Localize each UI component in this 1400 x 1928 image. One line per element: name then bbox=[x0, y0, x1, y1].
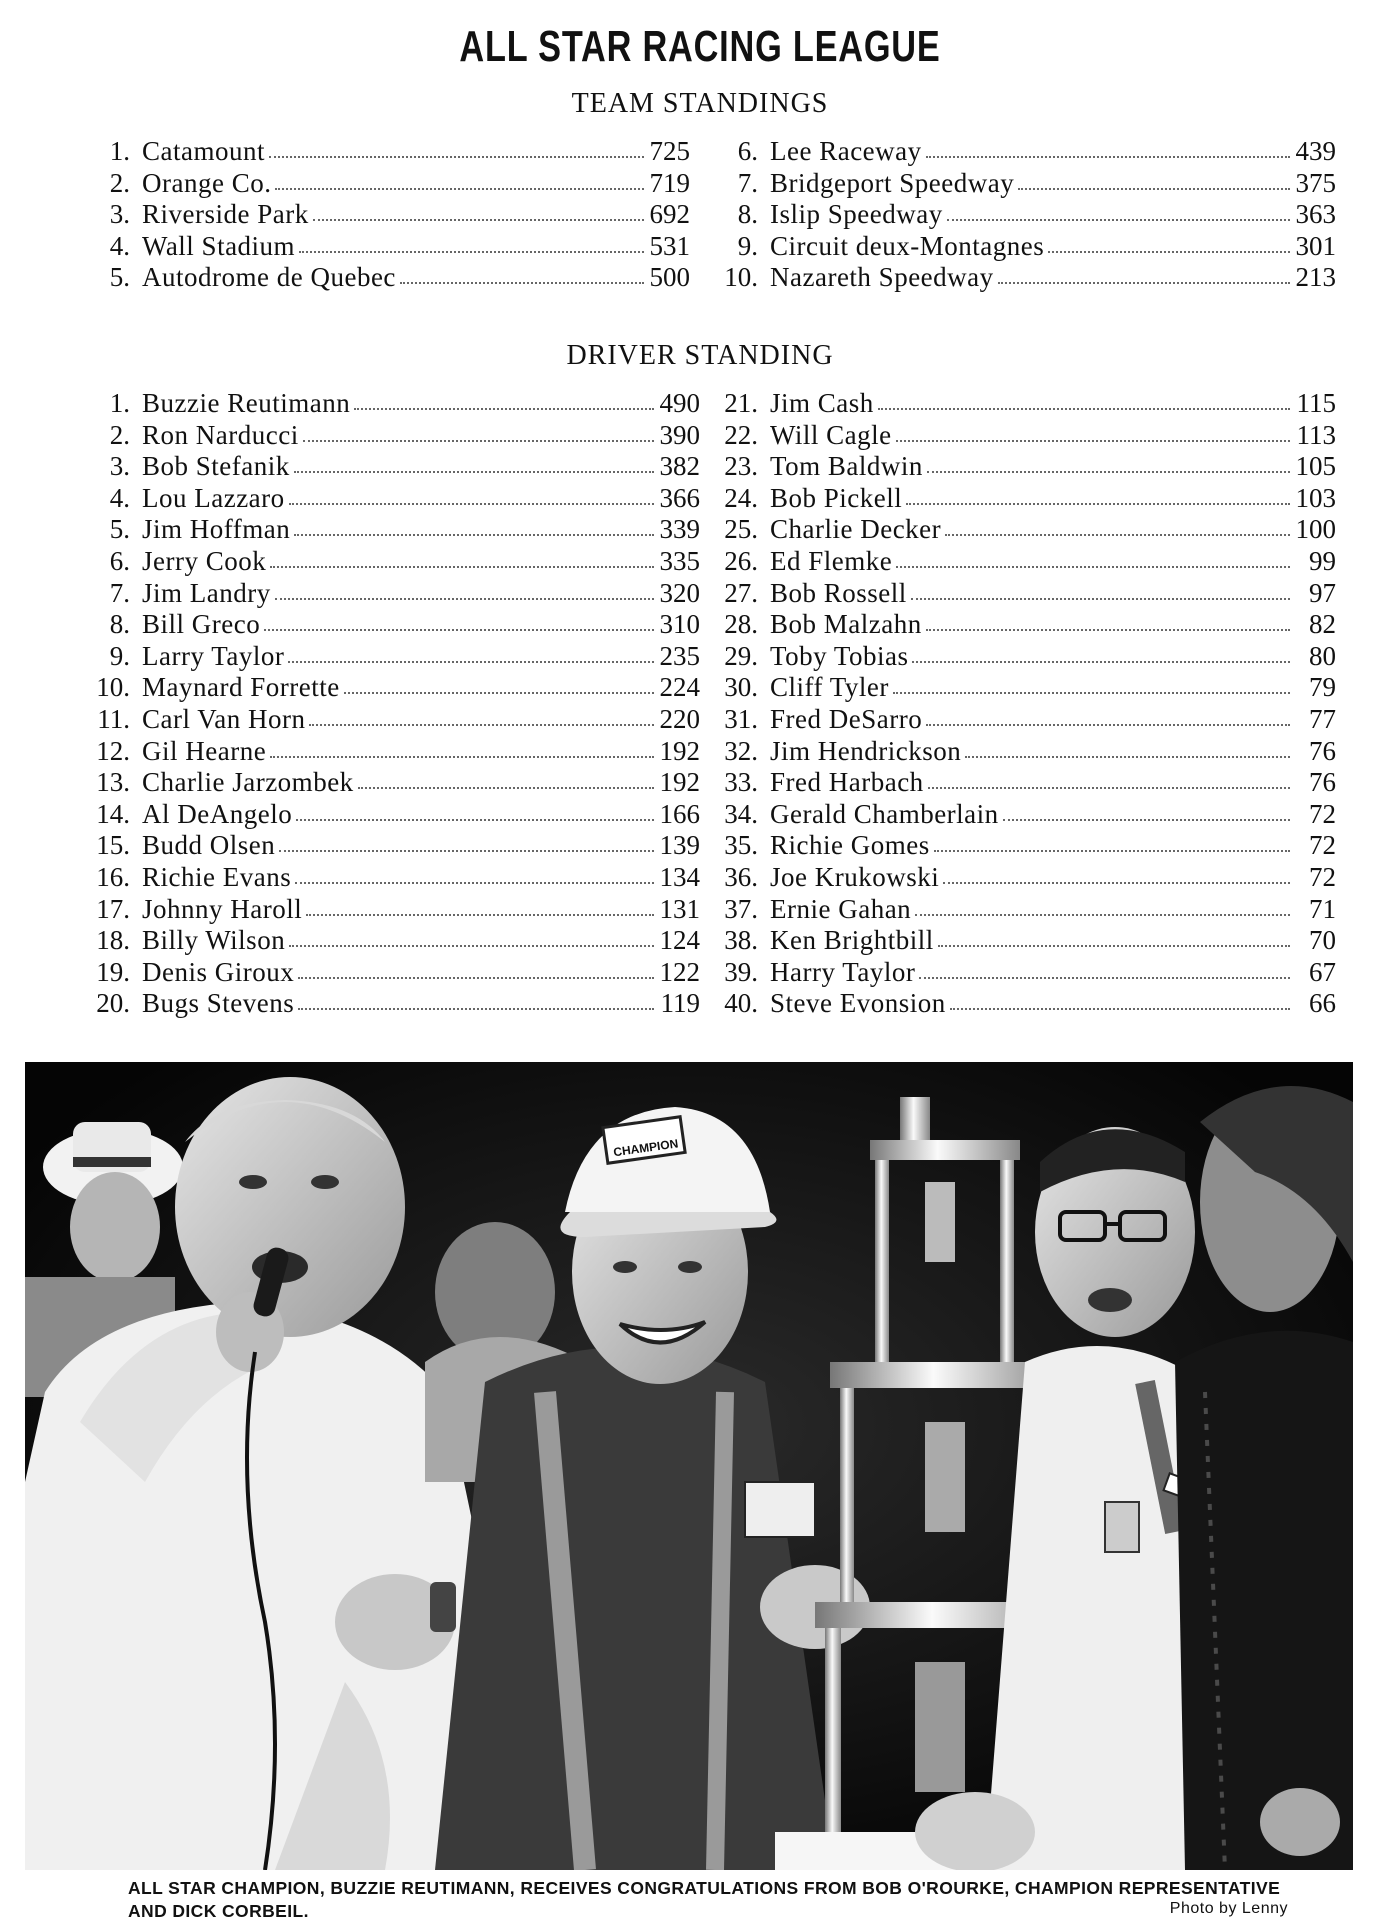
driver-standing-points: 335 bbox=[659, 545, 700, 576]
team-standing-points: 363 bbox=[1295, 199, 1336, 230]
driver-standing-row bbox=[718, 925, 1336, 957]
dot-leader bbox=[938, 939, 1290, 947]
driver-standing-name: Fred Harbach bbox=[770, 767, 924, 798]
driver-standing-points: 339 bbox=[659, 514, 700, 545]
dot-leader bbox=[893, 686, 1290, 694]
dot-leader bbox=[1003, 813, 1290, 821]
driver-standing-name: Charlie Jarzombek bbox=[142, 767, 354, 798]
driver-standing-name: Jim Hendrickson bbox=[770, 735, 962, 766]
driver-standing-points: 67 bbox=[1309, 956, 1336, 987]
driver-standing-rank: 26. bbox=[724, 545, 758, 576]
team-standing-name: Bridgeport Speedway bbox=[770, 167, 1015, 198]
team-standing-row bbox=[90, 168, 690, 200]
team-standing-points: 692 bbox=[649, 199, 690, 230]
driver-standing-rank: 11. bbox=[97, 703, 130, 734]
driver-standing-rank: 20. bbox=[96, 988, 130, 1019]
team-standing-points: 500 bbox=[649, 262, 690, 293]
driver-standing-row bbox=[718, 420, 1336, 452]
driver-standing-rank: 25. bbox=[724, 514, 758, 545]
driver-standing-points: 105 bbox=[1295, 451, 1336, 482]
driver-standing-rank: 24. bbox=[724, 482, 758, 513]
driver-standing-row bbox=[90, 420, 700, 452]
driver-standing-row bbox=[718, 672, 1336, 704]
driver-standing-points: 192 bbox=[659, 735, 700, 766]
driver-standing-row bbox=[718, 451, 1336, 483]
team-standing-points: 531 bbox=[649, 230, 690, 261]
dot-leader bbox=[270, 750, 654, 758]
driver-standing-points: 66 bbox=[1309, 988, 1336, 1019]
team-standing-row bbox=[718, 262, 1336, 294]
driver-standing-points: 166 bbox=[659, 798, 700, 829]
driver-standing-row bbox=[90, 830, 700, 862]
driver-standing-rank: 13. bbox=[96, 767, 130, 798]
dot-leader bbox=[998, 276, 1290, 284]
driver-standing-left-column bbox=[90, 388, 700, 1020]
driver-standing-rank: 6. bbox=[109, 545, 130, 576]
driver-standing-row bbox=[718, 578, 1336, 610]
driver-standing-points: 82 bbox=[1309, 609, 1336, 640]
team-standing-name: Riverside Park bbox=[142, 199, 309, 230]
dot-leader bbox=[878, 402, 1290, 410]
driver-standing-name: Will Cagle bbox=[770, 419, 892, 450]
driver-standing-name: Al DeAngelo bbox=[142, 798, 293, 829]
driver-standing-name: Toby Tobias bbox=[770, 640, 909, 671]
dot-leader bbox=[289, 497, 654, 505]
driver-standing-rank: 32. bbox=[724, 735, 758, 766]
driver-standing-points: 97 bbox=[1309, 577, 1336, 608]
driver-standing-name: Budd Olsen bbox=[142, 830, 276, 861]
driver-standing-row bbox=[718, 988, 1336, 1020]
driver-standing-rank: 23. bbox=[724, 451, 758, 482]
driver-standing-rank: 7. bbox=[109, 577, 130, 608]
driver-standing-points: 115 bbox=[1296, 388, 1336, 418]
driver-standing-name: Ken Brightbill bbox=[770, 925, 934, 956]
driver-standing-row bbox=[90, 799, 700, 831]
driver-standing-row bbox=[90, 704, 700, 736]
driver-standing-name: Billy Wilson bbox=[142, 925, 286, 956]
team-standing-row bbox=[90, 231, 690, 263]
driver-standing-row bbox=[718, 862, 1336, 894]
driver-standing-points: 79 bbox=[1309, 672, 1336, 703]
driver-standing-row bbox=[90, 894, 700, 926]
dot-leader bbox=[295, 876, 654, 884]
team-standing-name: Autodrome de Quebec bbox=[142, 262, 396, 293]
team-standing-row bbox=[90, 199, 690, 231]
driver-standing-rank: 31. bbox=[724, 703, 758, 734]
driver-standing-rank: 33. bbox=[724, 767, 758, 798]
team-standing-points: 301 bbox=[1295, 230, 1336, 261]
driver-standing-points: 76 bbox=[1309, 767, 1336, 798]
driver-standing-points: 220 bbox=[659, 703, 700, 734]
dot-leader bbox=[264, 623, 654, 631]
driver-standing-points: 124 bbox=[659, 925, 700, 956]
dot-leader bbox=[279, 844, 654, 852]
championship-photo bbox=[25, 1062, 1353, 1870]
driver-standing-name: Tom Baldwin bbox=[770, 451, 923, 482]
driver-standing-name: Carl Van Horn bbox=[142, 703, 306, 734]
dot-leader bbox=[928, 781, 1290, 789]
dot-leader bbox=[306, 908, 654, 916]
dot-leader bbox=[298, 1002, 654, 1010]
driver-standing-name: Bob Stefanik bbox=[142, 451, 290, 482]
driver-standing-rank: 4. bbox=[109, 482, 130, 513]
driver-standing-points: 103 bbox=[1295, 482, 1336, 513]
team-standing-points: 725 bbox=[649, 136, 690, 166]
team-standing-rank: 10. bbox=[724, 262, 758, 293]
team-standing-row bbox=[718, 231, 1336, 263]
cap-badge-text: CHAMPION bbox=[612, 1136, 680, 1160]
driver-standing-points: 382 bbox=[659, 451, 700, 482]
team-standing-points: 213 bbox=[1295, 262, 1336, 293]
team-standings-left-column bbox=[90, 136, 690, 294]
dot-leader bbox=[299, 245, 644, 253]
driver-standing-points: 235 bbox=[659, 640, 700, 671]
driver-standing-row bbox=[718, 830, 1336, 862]
driver-standing-rank: 14. bbox=[96, 798, 130, 829]
photo-credit: Photo by Lenny bbox=[1169, 1900, 1288, 1917]
driver-standing-name: Gerald Chamberlain bbox=[770, 798, 999, 829]
driver-standing-row bbox=[90, 862, 700, 894]
driver-standing-name: Gil Hearne bbox=[142, 735, 267, 766]
driver-standing-rank: 21. bbox=[724, 388, 758, 418]
driver-standing-row bbox=[90, 767, 700, 799]
driver-standing-row bbox=[90, 641, 700, 673]
dot-leader bbox=[927, 465, 1290, 473]
driver-standing-row bbox=[90, 925, 700, 957]
driver-standing-rank: 22. bbox=[724, 419, 758, 450]
driver-standing-rank: 34. bbox=[724, 798, 758, 829]
driver-standing-rank: 3. bbox=[109, 451, 130, 482]
driver-standing-points: 490 bbox=[659, 388, 700, 418]
driver-standing-row bbox=[718, 609, 1336, 641]
driver-standing-row bbox=[718, 736, 1336, 768]
driver-standing-name: Jerry Cook bbox=[142, 545, 267, 576]
driver-standing-name: Denis Giroux bbox=[142, 956, 295, 987]
driver-standing-rank: 38. bbox=[724, 925, 758, 956]
team-standing-name: Lee Raceway bbox=[770, 136, 922, 166]
photo-caption: ALL STAR CHAMPION, BUZZIE REUTIMANN, RECEIVES CONGRATULATIONS FROM BOB O'ROURKE, CHAMPION REPRESENTATIVE AND DICK CORBEIL. bbox=[128, 1878, 1281, 1921]
driver-standing-rank: 28. bbox=[724, 609, 758, 640]
driver-standing-row bbox=[718, 894, 1336, 926]
driver-standing-row bbox=[90, 388, 700, 420]
team-standing-points: 375 bbox=[1295, 167, 1336, 198]
driver-standing-name: Joe Krukowski bbox=[770, 861, 940, 892]
driver-standing-points: 390 bbox=[659, 419, 700, 450]
team-standing-rank: 2. bbox=[109, 167, 130, 198]
driver-standing-name: Ed Flemke bbox=[770, 545, 893, 576]
team-standing-rank: 7. bbox=[737, 167, 758, 198]
team-standing-row bbox=[90, 262, 690, 294]
dot-leader bbox=[269, 150, 644, 158]
driver-standing-rank: 5. bbox=[109, 514, 130, 545]
team-standing-rank: 6. bbox=[737, 136, 758, 166]
team-standing-rank: 1. bbox=[109, 136, 130, 166]
driver-standing-name: Bob Malzahn bbox=[770, 609, 922, 640]
driver-standing-row bbox=[90, 451, 700, 483]
driver-standing-row bbox=[90, 578, 700, 610]
driver-standing-rank: 29. bbox=[724, 640, 758, 671]
dot-leader bbox=[926, 718, 1290, 726]
driver-standing-points: 139 bbox=[659, 830, 700, 861]
driver-standing-row bbox=[718, 546, 1336, 578]
dot-leader bbox=[344, 686, 654, 694]
driver-standing-points: 366 bbox=[659, 482, 700, 513]
driver-standing-points: 113 bbox=[1296, 419, 1336, 450]
driver-standing-row bbox=[90, 483, 700, 515]
driver-standing-row bbox=[718, 767, 1336, 799]
driver-standing-name: Bob Rossell bbox=[770, 577, 907, 608]
driver-standing-points: 119 bbox=[660, 988, 700, 1019]
driver-standing-rank: 2. bbox=[109, 419, 130, 450]
team-standing-rank: 9. bbox=[737, 230, 758, 261]
dot-leader bbox=[1048, 245, 1290, 253]
driver-standing-points: 99 bbox=[1309, 545, 1336, 576]
dot-leader bbox=[1018, 182, 1290, 190]
team-standing-row bbox=[718, 199, 1336, 231]
driver-standing-points: 192 bbox=[659, 767, 700, 798]
dot-leader bbox=[309, 718, 654, 726]
driver-standing-right-column bbox=[718, 388, 1336, 1020]
driver-standing-rank: 27. bbox=[724, 577, 758, 608]
dot-leader bbox=[945, 528, 1290, 536]
driver-standing-name: Maynard Forrette bbox=[142, 672, 340, 703]
dot-leader bbox=[926, 150, 1290, 158]
driver-standing-name: Bob Pickell bbox=[770, 482, 903, 513]
team-standing-row bbox=[718, 136, 1336, 168]
team-standing-name: Catamount bbox=[142, 136, 265, 166]
driver-standing-points: 134 bbox=[659, 861, 700, 892]
team-standing-rank: 4. bbox=[109, 230, 130, 261]
driver-standing-row bbox=[718, 483, 1336, 515]
driver-standing-row bbox=[718, 799, 1336, 831]
driver-standing-rank: 19. bbox=[96, 956, 130, 987]
driver-standing-points: 100 bbox=[1295, 514, 1336, 545]
dot-leader bbox=[313, 213, 644, 221]
driver-standing-rank: 16. bbox=[96, 861, 130, 892]
driver-standing-row bbox=[90, 736, 700, 768]
driver-standing-points: 224 bbox=[659, 672, 700, 703]
dot-leader bbox=[289, 939, 654, 947]
driver-standing-name: Buzzie Reutimann bbox=[142, 388, 351, 418]
driver-standing-points: 72 bbox=[1309, 798, 1336, 829]
driver-standing-row bbox=[718, 704, 1336, 736]
driver-standing-name: Richie Gomes bbox=[770, 830, 930, 861]
dot-leader bbox=[275, 182, 644, 190]
dot-leader bbox=[358, 781, 654, 789]
dot-leader bbox=[950, 1002, 1290, 1010]
driver-standing-row bbox=[90, 514, 700, 546]
driver-standing-rank: 40. bbox=[724, 988, 758, 1019]
driver-standing-name: Harry Taylor bbox=[770, 956, 916, 987]
team-standing-row bbox=[718, 168, 1336, 200]
team-standings-heading: TEAM STANDINGS bbox=[571, 88, 829, 119]
team-standing-row bbox=[90, 136, 690, 168]
driver-standing-row bbox=[718, 388, 1336, 420]
driver-standing-name: Bill Greco bbox=[142, 609, 261, 640]
team-standing-rank: 3. bbox=[109, 199, 130, 230]
driver-standing-rank: 39. bbox=[724, 956, 758, 987]
dot-leader bbox=[275, 592, 654, 600]
driver-standing-points: 72 bbox=[1309, 861, 1336, 892]
dot-leader bbox=[919, 971, 1290, 979]
driver-standing-row bbox=[718, 641, 1336, 673]
dot-leader bbox=[947, 213, 1290, 221]
driver-standing-rank: 37. bbox=[724, 893, 758, 924]
dot-leader bbox=[303, 434, 654, 442]
driver-standing-points: 131 bbox=[659, 893, 700, 924]
driver-standing-rank: 10. bbox=[96, 672, 130, 703]
team-standings-right-column bbox=[718, 136, 1336, 294]
dot-leader bbox=[896, 560, 1290, 568]
page-title: ALL STAR RACING LEAGUE bbox=[459, 22, 941, 71]
driver-standing-rank: 12. bbox=[96, 735, 130, 766]
driver-standing-name: Jim Hoffman bbox=[142, 514, 291, 545]
team-standing-points: 439 bbox=[1295, 136, 1336, 166]
driver-standing-points: 122 bbox=[659, 956, 700, 987]
dot-leader bbox=[915, 908, 1290, 916]
driver-standing-points: 71 bbox=[1309, 893, 1336, 924]
driver-standing-rank: 15. bbox=[96, 830, 130, 861]
dot-leader bbox=[354, 402, 654, 410]
driver-standing-points: 80 bbox=[1309, 640, 1336, 671]
dot-leader bbox=[912, 655, 1290, 663]
dot-leader bbox=[296, 813, 654, 821]
driver-standing-rank: 18. bbox=[96, 925, 130, 956]
driver-standing-name: Richie Evans bbox=[142, 861, 292, 892]
driver-standing-name: Charlie Decker bbox=[770, 514, 942, 545]
team-standing-name: Orange Co. bbox=[142, 167, 272, 198]
dot-leader bbox=[934, 844, 1290, 852]
driver-standing-row bbox=[90, 546, 700, 578]
driver-standing-name: Johnny Haroll bbox=[142, 893, 303, 924]
team-standing-rank: 8. bbox=[737, 199, 758, 230]
driver-standing-name: Jim Cash bbox=[770, 388, 874, 418]
driver-standing-name: Bugs Stevens bbox=[142, 988, 295, 1019]
driver-standing-name: Jim Landry bbox=[142, 577, 271, 608]
driver-standing-rank: 36. bbox=[724, 861, 758, 892]
dot-leader bbox=[965, 750, 1290, 758]
dot-leader bbox=[926, 623, 1290, 631]
driver-standing-rank: 30. bbox=[724, 672, 758, 703]
dot-leader bbox=[896, 434, 1290, 442]
driver-standing-name: Lou Lazzaro bbox=[142, 482, 285, 513]
dot-leader bbox=[943, 876, 1290, 884]
driver-standing-rank: 1. bbox=[109, 388, 130, 418]
team-standing-rank: 5. bbox=[109, 262, 130, 293]
driver-standing-points: 70 bbox=[1309, 925, 1336, 956]
driver-standing-points: 310 bbox=[659, 609, 700, 640]
driver-standing-rank: 35. bbox=[724, 830, 758, 861]
team-standing-points: 719 bbox=[649, 167, 690, 198]
driver-standing-name: Ernie Gahan bbox=[770, 893, 912, 924]
driver-standing-points: 72 bbox=[1309, 830, 1336, 861]
dot-leader bbox=[400, 276, 644, 284]
driver-standing-points: 76 bbox=[1309, 735, 1336, 766]
driver-standing-points: 77 bbox=[1309, 703, 1336, 734]
driver-standing-row bbox=[90, 988, 700, 1020]
driver-standing-rank: 9. bbox=[109, 640, 130, 671]
dot-leader bbox=[294, 528, 654, 536]
team-standing-name: Wall Stadium bbox=[142, 230, 296, 261]
driver-standing-name: Cliff Tyler bbox=[770, 672, 889, 703]
dot-leader bbox=[270, 560, 654, 568]
driver-standing-points: 320 bbox=[659, 577, 700, 608]
team-standing-name: Islip Speedway bbox=[770, 199, 943, 230]
driver-standing-row bbox=[90, 672, 700, 704]
dot-leader bbox=[288, 655, 654, 663]
dot-leader bbox=[294, 465, 654, 473]
dot-leader bbox=[906, 497, 1290, 505]
driver-standing-name: Steve Evonsion bbox=[770, 988, 946, 1019]
driver-standing-row bbox=[718, 957, 1336, 989]
driver-standing-name: Fred DeSarro bbox=[770, 703, 923, 734]
driver-standing-name: Larry Taylor bbox=[142, 640, 285, 671]
dot-leader bbox=[911, 592, 1290, 600]
driver-standing-row bbox=[90, 609, 700, 641]
driver-standing-rank: 8. bbox=[109, 609, 130, 640]
dot-leader bbox=[298, 971, 654, 979]
driver-standing-rank: 17. bbox=[96, 893, 130, 924]
driver-standing-name: Ron Narducci bbox=[142, 419, 299, 450]
team-standing-name: Nazareth Speedway bbox=[770, 262, 994, 293]
driver-standing-row bbox=[718, 514, 1336, 546]
driver-standing-heading: DRIVER STANDING bbox=[566, 340, 834, 371]
team-standing-name: Circuit deux-Montagnes bbox=[770, 230, 1045, 261]
driver-standing-row bbox=[90, 957, 700, 989]
